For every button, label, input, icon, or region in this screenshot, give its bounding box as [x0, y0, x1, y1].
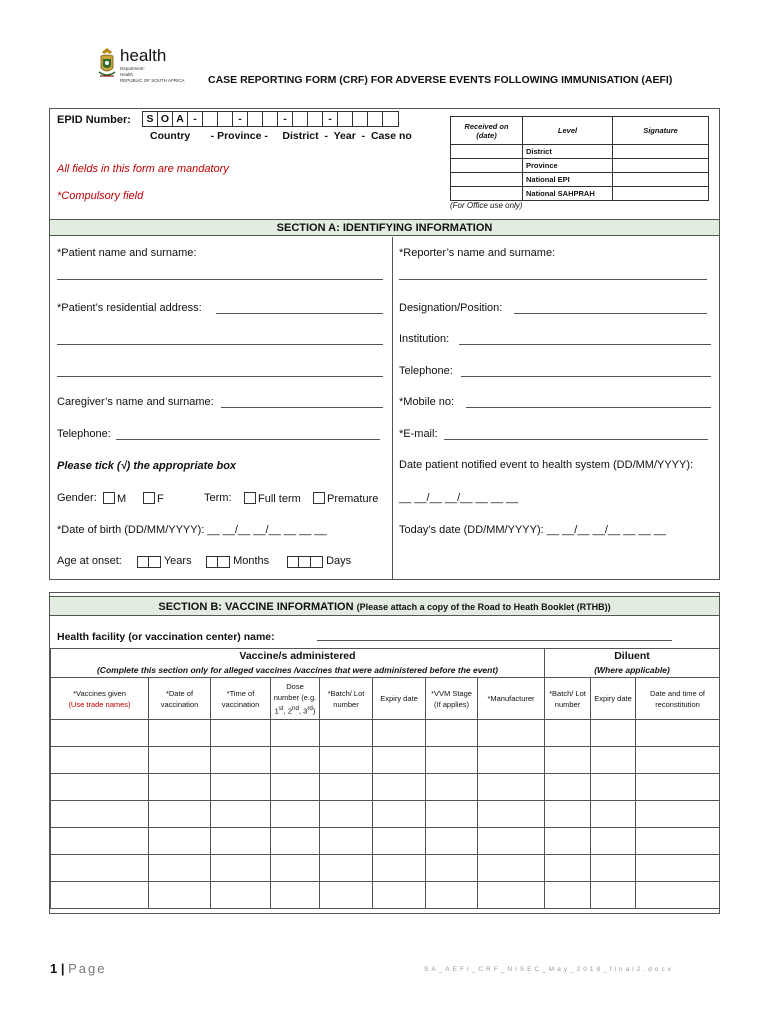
table-row — [51, 720, 720, 747]
table-cell[interactable] — [478, 855, 545, 882]
digit-box[interactable] — [218, 556, 230, 568]
table-cell[interactable] — [320, 747, 373, 774]
dose-label-a: Dose number — [273, 681, 304, 702]
residential-address-line-3[interactable] — [57, 376, 383, 377]
table-cell[interactable] — [426, 828, 478, 855]
level-row: District — [523, 145, 613, 159]
premature-option[interactable] — [313, 492, 378, 505]
checkbox-full-term[interactable] — [244, 492, 256, 504]
table-cell[interactable] — [591, 747, 636, 774]
designation-line[interactable] — [514, 313, 707, 314]
table-cell[interactable] — [478, 720, 545, 747]
table-cell[interactable] — [373, 747, 426, 774]
table-cell[interactable] — [591, 882, 636, 909]
table-cell[interactable] — [545, 855, 591, 882]
table-cell[interactable] — [426, 774, 478, 801]
epid-cell[interactable] — [368, 112, 383, 126]
age-days-field[interactable] — [287, 555, 351, 569]
epid-cell[interactable] — [383, 112, 398, 126]
table-cell[interactable] — [373, 774, 426, 801]
level-row: National SAHPRAH — [523, 187, 613, 201]
table-cell[interactable] — [478, 747, 545, 774]
digit-box[interactable] — [206, 556, 218, 568]
table-cell[interactable] — [51, 828, 149, 855]
residential-address-label: *Patient’s residential address: — [57, 302, 202, 314]
table-cell[interactable] — [149, 801, 211, 828]
table-cell[interactable] — [149, 720, 211, 747]
table-cell[interactable] — [271, 801, 320, 828]
gender-f-label: F — [157, 493, 164, 505]
epid-cell[interactable] — [203, 112, 218, 126]
gender-label: Gender: — [57, 492, 97, 504]
epid-cell[interactable] — [293, 112, 308, 126]
signature-header: Signature — [613, 117, 709, 145]
table-cell[interactable] — [320, 720, 373, 747]
signature-cell[interactable] — [613, 159, 709, 173]
table-cell[interactable] — [636, 855, 720, 882]
level-row: National EPI — [523, 173, 613, 187]
dob-field[interactable]: *Date of birth (DD/MM/YYYY): __ __/__ __/__ __ __ __ — [57, 524, 327, 536]
checkbox-m[interactable] — [103, 492, 115, 504]
signature-cell[interactable] — [613, 187, 709, 201]
epid-cell[interactable] — [338, 112, 353, 126]
logo-sub2: Health — [120, 72, 134, 77]
full-term-option[interactable] — [244, 492, 301, 505]
table-cell[interactable] — [591, 720, 636, 747]
section-b-header — [50, 596, 719, 616]
table-row — [51, 747, 720, 774]
patient-name-label: *Patient name and surname: — [57, 247, 197, 259]
table-cell[interactable] — [271, 882, 320, 909]
mobile-line[interactable] — [466, 407, 711, 408]
table-cell[interactable] — [320, 774, 373, 801]
page-word: Page — [68, 961, 107, 976]
compulsory-note: *Compulsory field — [57, 190, 144, 202]
digit-box[interactable] — [299, 556, 311, 568]
health-facility-line[interactable] — [317, 640, 672, 641]
table-cell[interactable] — [320, 801, 373, 828]
dose-label-e: , 3 — [298, 706, 308, 716]
table-cell[interactable] — [51, 882, 149, 909]
table-cell[interactable] — [149, 855, 211, 882]
epid-cell[interactable]: - — [233, 112, 248, 126]
table-cell[interactable] — [545, 774, 591, 801]
table-cell[interactable] — [211, 774, 271, 801]
diluent-subheader: (Where applicable) — [545, 664, 720, 678]
table-cell[interactable] — [51, 747, 149, 774]
epid-captions: Country - Province - District - Year - Case no — [150, 130, 412, 142]
vaccine-table-body — [51, 720, 720, 909]
epid-label: EPID Number: — [57, 114, 131, 126]
table-cell[interactable] — [545, 720, 591, 747]
epid-cell[interactable]: - — [278, 112, 293, 126]
table-cell[interactable] — [591, 774, 636, 801]
table-cell[interactable] — [149, 747, 211, 774]
table-cell[interactable] — [271, 720, 320, 747]
dose-label-d: 2 — [287, 706, 293, 716]
table-cell[interactable] — [211, 882, 271, 909]
patient-name-line[interactable] — [57, 279, 383, 280]
table-cell[interactable] — [545, 747, 591, 774]
table-cell[interactable] — [51, 855, 149, 882]
vaccines-administered-subheader: (Complete this section only for alleged vaccines /vaccines that were administered before the event) — [51, 664, 545, 678]
page-num: 1 — [50, 961, 58, 976]
date-notified-label: Date patient notified event to health system (DD/MM/YYYY): — [399, 459, 694, 471]
table-cell[interactable] — [51, 720, 149, 747]
office-use-note: (For Office use only) — [450, 201, 523, 210]
age-years-field[interactable] — [137, 555, 192, 569]
signature-cell[interactable] — [613, 173, 709, 187]
mobile-label: *Mobile no: — [399, 396, 455, 408]
institution-label: Institution: — [399, 333, 450, 345]
gender-m-label: M — [117, 493, 127, 505]
email-label: *E-mail: — [399, 428, 438, 440]
institution-line[interactable] — [459, 344, 711, 345]
table-cell[interactable] — [478, 882, 545, 909]
gender-m-option[interactable] — [103, 492, 126, 505]
footer-filename: SA_AEFI_CRF_NISEC_May_2018_final2.docx — [424, 966, 674, 973]
table-cell[interactable] — [320, 855, 373, 882]
table-cell[interactable] — [211, 855, 271, 882]
col-batch-lot: *Batch/ Lot number — [320, 678, 373, 720]
logo-sub1: Department: — [120, 66, 145, 71]
designation-label: Designation/Position: — [399, 302, 503, 314]
days-label: Days — [326, 555, 352, 567]
col-date-vaccination: *Date of vaccination — [149, 678, 211, 720]
received-on-header: Received on (date) — [451, 117, 523, 145]
date-notified-field[interactable]: __ __/__ __/__ __ __ __ — [399, 492, 519, 504]
table-cell[interactable] — [51, 801, 149, 828]
received-cell[interactable] — [451, 145, 523, 159]
years-label: Years — [163, 555, 192, 567]
term-label: Term: — [204, 492, 232, 504]
months-label: Months — [233, 555, 270, 567]
digit-box[interactable] — [149, 556, 161, 568]
col-vvm-stage: *VVM Stage (If applies) — [426, 678, 478, 720]
digit-box[interactable] — [137, 556, 149, 568]
received-cell[interactable] — [451, 159, 523, 173]
table-cell[interactable] — [426, 747, 478, 774]
document-title: CASE REPORTING FORM (CRF) FOR ADVERSE EVENTS FOLLOWING IMMUNISATION (AEFI) — [208, 74, 673, 86]
age-onset-label: Age at onset: — [57, 555, 122, 567]
table-cell[interactable] — [426, 855, 478, 882]
dose-label-c: , — [283, 706, 286, 716]
reporter-name-label: *Reporter’s name and surname: — [399, 247, 556, 259]
table-cell[interactable] — [478, 801, 545, 828]
epid-cell[interactable] — [218, 112, 233, 126]
col-vaccines-given — [51, 678, 149, 720]
diluent-header: Diluent — [545, 649, 720, 664]
table-cell[interactable] — [591, 828, 636, 855]
received-cell[interactable] — [451, 187, 523, 201]
table-cell[interactable] — [271, 747, 320, 774]
office-use-table — [450, 116, 709, 201]
col-expiry-date: Expiry date — [373, 678, 426, 720]
epid-cell[interactable] — [248, 112, 263, 126]
residential-address-line[interactable] — [216, 313, 383, 314]
epid-cell[interactable] — [263, 112, 278, 126]
logo-name: health — [120, 46, 167, 65]
table-cell[interactable] — [478, 828, 545, 855]
table-cell[interactable] — [545, 801, 591, 828]
telephone-right-line[interactable] — [461, 376, 711, 377]
table-cell[interactable] — [373, 855, 426, 882]
table-cell[interactable] — [149, 774, 211, 801]
level-header: Level — [523, 117, 613, 145]
col-time-vaccination: *Time of vaccination — [211, 678, 271, 720]
table-cell[interactable] — [320, 828, 373, 855]
table-cell[interactable] — [545, 882, 591, 909]
table-cell[interactable] — [211, 720, 271, 747]
epid-cell[interactable] — [353, 112, 368, 126]
table-cell[interactable] — [211, 828, 271, 855]
dose-sup-nd: nd — [292, 704, 299, 712]
full-term-label: Full term — [258, 493, 301, 505]
digit-box[interactable] — [287, 556, 299, 568]
table-cell[interactable] — [271, 828, 320, 855]
reporter-name-line[interactable] — [399, 279, 707, 280]
epid-cell[interactable]: A — [173, 112, 188, 126]
table-cell[interactable] — [636, 774, 720, 801]
email-line[interactable] — [444, 439, 708, 440]
table-row — [51, 801, 720, 828]
column-divider — [392, 237, 393, 580]
gender-f-option[interactable] — [143, 492, 164, 505]
dose-label-f: ) — [312, 706, 316, 716]
col-diluent-expiry: Expiry date — [591, 678, 636, 720]
health-facility-label: Health facility (or vaccination center) name: — [57, 631, 275, 643]
residential-address-line-2[interactable] — [57, 344, 383, 345]
dose-sup-rd: rd — [307, 704, 313, 712]
epid-cell[interactable] — [308, 112, 323, 126]
digit-box[interactable] — [311, 556, 323, 568]
section-a-header: SECTION A: IDENTIFYING INFORMATION — [50, 219, 719, 236]
table-cell[interactable] — [636, 828, 720, 855]
caregiver-line[interactable] — [221, 407, 383, 408]
telephone-left-label: Telephone: — [57, 428, 111, 440]
section-b-note: (Please attach a copy of the Road to Heath Booklet (RTHB)) — [356, 602, 611, 612]
table-cell[interactable] — [478, 774, 545, 801]
col-diluent-batch: *Batch/ Lot number — [545, 678, 591, 720]
table-row — [51, 855, 720, 882]
vaccines-given-label: *Vaccines given — [73, 688, 126, 698]
received-cell[interactable] — [451, 173, 523, 187]
section-b-title: SECTION B: VACCINE INFORMATION — [158, 601, 354, 613]
tick-instruction: Please tick (√) the appropriate box — [57, 460, 237, 472]
coat-of-arms-icon — [96, 46, 118, 82]
table-cell[interactable] — [211, 801, 271, 828]
table-cell[interactable] — [149, 828, 211, 855]
table-cell[interactable] — [591, 801, 636, 828]
table-cell[interactable] — [426, 720, 478, 747]
telephone-left-line[interactable] — [116, 439, 380, 440]
epid-cell[interactable]: S — [143, 112, 158, 126]
table-cell[interactable] — [373, 720, 426, 747]
logo-sub3: REPUBLIC OF SOUTH AFRICA — [120, 78, 185, 83]
table-row — [51, 882, 720, 909]
dose-sup-st: st — [278, 704, 284, 712]
level-row: Province — [523, 159, 613, 173]
dose-label-b: (e.g. 1 — [274, 692, 317, 716]
table-cell[interactable] — [591, 855, 636, 882]
table-cell[interactable] — [149, 882, 211, 909]
col-manufacturer: *Manufacturer — [478, 678, 545, 720]
premature-label: Premature — [327, 493, 379, 505]
col-dose-number — [271, 678, 320, 720]
table-cell[interactable] — [636, 801, 720, 828]
table-cell[interactable] — [636, 720, 720, 747]
table-row — [51, 828, 720, 855]
checkbox-f[interactable] — [143, 492, 155, 504]
table-cell[interactable] — [373, 801, 426, 828]
table-row — [51, 774, 720, 801]
health-logo — [96, 46, 206, 86]
vaccines-administered-header: Vaccine/s administered — [51, 649, 545, 664]
epid-cell[interactable]: O — [158, 112, 173, 126]
table-cell[interactable] — [545, 828, 591, 855]
table-cell[interactable] — [51, 774, 149, 801]
table-cell[interactable] — [636, 882, 720, 909]
table-cell[interactable] — [373, 882, 426, 909]
page-pipe: | — [60, 961, 65, 976]
epid-cell[interactable]: - — [188, 112, 203, 126]
col-reconstitution: Date and time of reconstitution — [636, 678, 720, 720]
caregiver-label: Caregiver’s name and surname: — [57, 396, 214, 408]
checkbox-premature[interactable] — [313, 492, 325, 504]
table-cell[interactable] — [271, 774, 320, 801]
telephone-right-label: Telephone: — [399, 365, 453, 377]
signature-cell[interactable] — [613, 145, 709, 159]
age-months-field[interactable] — [206, 555, 269, 569]
epid-number-boxes[interactable] — [142, 111, 399, 127]
table-cell[interactable] — [211, 747, 271, 774]
todays-date-field[interactable]: Today’s date (DD/MM/YYYY): __ __/__ __/__ __ __ __ — [399, 524, 667, 536]
table-cell[interactable] — [271, 855, 320, 882]
table-cell[interactable] — [426, 882, 478, 909]
table-cell[interactable] — [373, 828, 426, 855]
epid-cell[interactable]: - — [323, 112, 338, 126]
mandatory-note: All fields in this form are mandatory — [57, 163, 229, 175]
page-number — [50, 961, 107, 976]
vaccine-table — [50, 648, 720, 909]
trade-names-note: (Use trade names) — [68, 699, 131, 709]
table-cell[interactable] — [320, 882, 373, 909]
table-cell[interactable] — [426, 801, 478, 828]
table-cell[interactable] — [636, 747, 720, 774]
